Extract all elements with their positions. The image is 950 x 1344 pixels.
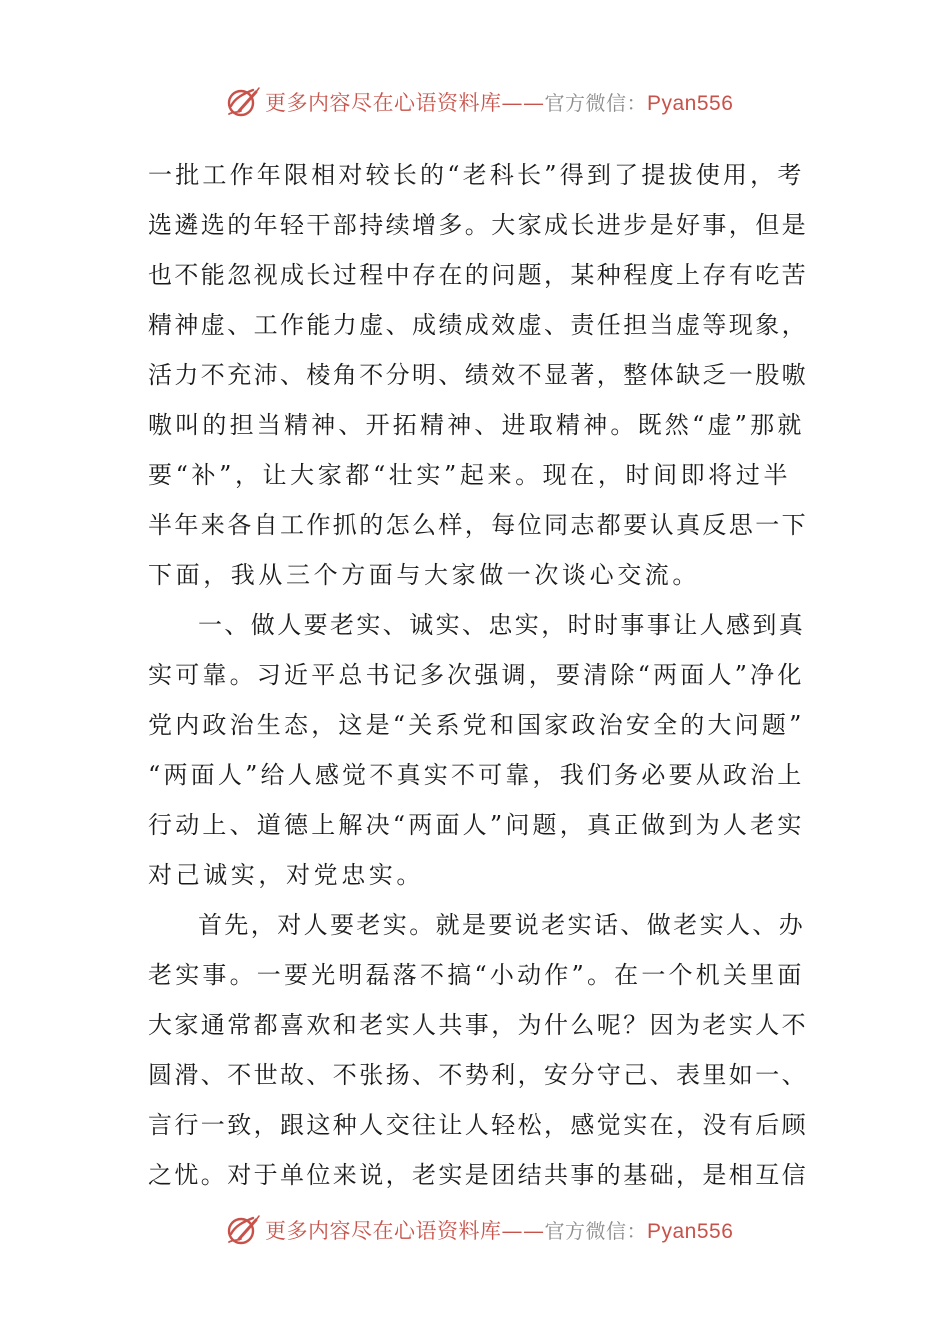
- pen-logo-icon: [225, 84, 261, 120]
- watermark-text: [265, 87, 733, 117]
- text-line: 一批工作年限相对较长的“老科长”得到了提拔使用，考: [148, 161, 805, 189]
- text-line: 党内政治生态，这是“关系党和国家政治安全的大问题”: [148, 711, 805, 739]
- watermark-wechat-id: Pyan556: [647, 92, 734, 115]
- text-line: 活力不充沛、棱角不分明、绩效不显著，整体缺乏一股嗷: [148, 361, 808, 389]
- watermark-wechat-label: 官方微信：: [544, 1219, 647, 1243]
- text-line: 对己诚实，对党忠实。: [148, 861, 424, 889]
- text-line: 选遴选的年轻干部持续增多。大家成长进步是好事，但是: [148, 211, 808, 239]
- watermark-wechat-label: 官方微信：: [544, 91, 647, 115]
- text-line: “两面人”给人感觉不真实不可靠，我们务必要从政治上: [148, 761, 805, 789]
- watermark-separator: ——: [501, 91, 545, 115]
- watermark-prefix: 更多内容尽在心语资料库: [265, 1219, 502, 1243]
- footer-watermark: [225, 1210, 733, 1250]
- watermark-separator: ——: [501, 1219, 545, 1243]
- watermark-text: [265, 1215, 733, 1245]
- text-line: 要“补”，让大家都“壮实”起来。现在，时间即将过半: [148, 461, 792, 489]
- text-line: 大家通常都喜欢和老实人共事，为什么呢？因为老实人不: [148, 1011, 808, 1039]
- text-line: 圆滑、不世故、不张扬、不势利，安分守己、表里如一、: [148, 1061, 808, 1089]
- text-line: 半年来各自工作抓的怎么样，每位同志都要认真反思一下: [148, 511, 808, 539]
- text-line-paragraph-start: 一、做人要老实、诚实、忠实，时时事事让人感到真: [198, 611, 806, 639]
- document-body: [148, 150, 808, 1200]
- text-line: 嗷叫的担当精神、开拓精神、进取精神。既然“虚”那就: [148, 411, 805, 439]
- header-watermark: [225, 82, 733, 122]
- text-line: 也不能忽视成长过程中存在的问题，某种程度上存有吃苦: [148, 261, 808, 289]
- text-line: 老实事。一要光明磊落不搞“小动作”。在一个机关里面: [148, 961, 805, 989]
- text-line-paragraph-start: 首先，对人要老实。就是要说老实话、做老实人、办: [198, 911, 806, 939]
- text-line: 言行一致，跟这种人交往让人轻松，感觉实在，没有后顾: [148, 1111, 808, 1139]
- pen-logo-icon: [225, 1212, 261, 1248]
- text-line: 下面，我从三个方面与大家做一次谈心交流。: [148, 561, 700, 589]
- text-line: 精神虚、工作能力虚、成绩成效虚、责任担当虚等现象，: [148, 311, 808, 339]
- watermark-wechat-id: Pyan556: [647, 1220, 734, 1243]
- text-line: 之忧。对于单位来说，老实是团结共事的基础，是相互信: [148, 1161, 808, 1189]
- watermark-prefix: 更多内容尽在心语资料库: [265, 91, 502, 115]
- text-line: 实可靠。习近平总书记多次强调，要清除“两面人”净化: [148, 661, 805, 689]
- text-line: 行动上、道德上解决“两面人”问题，真正做到为人老实: [148, 811, 805, 839]
